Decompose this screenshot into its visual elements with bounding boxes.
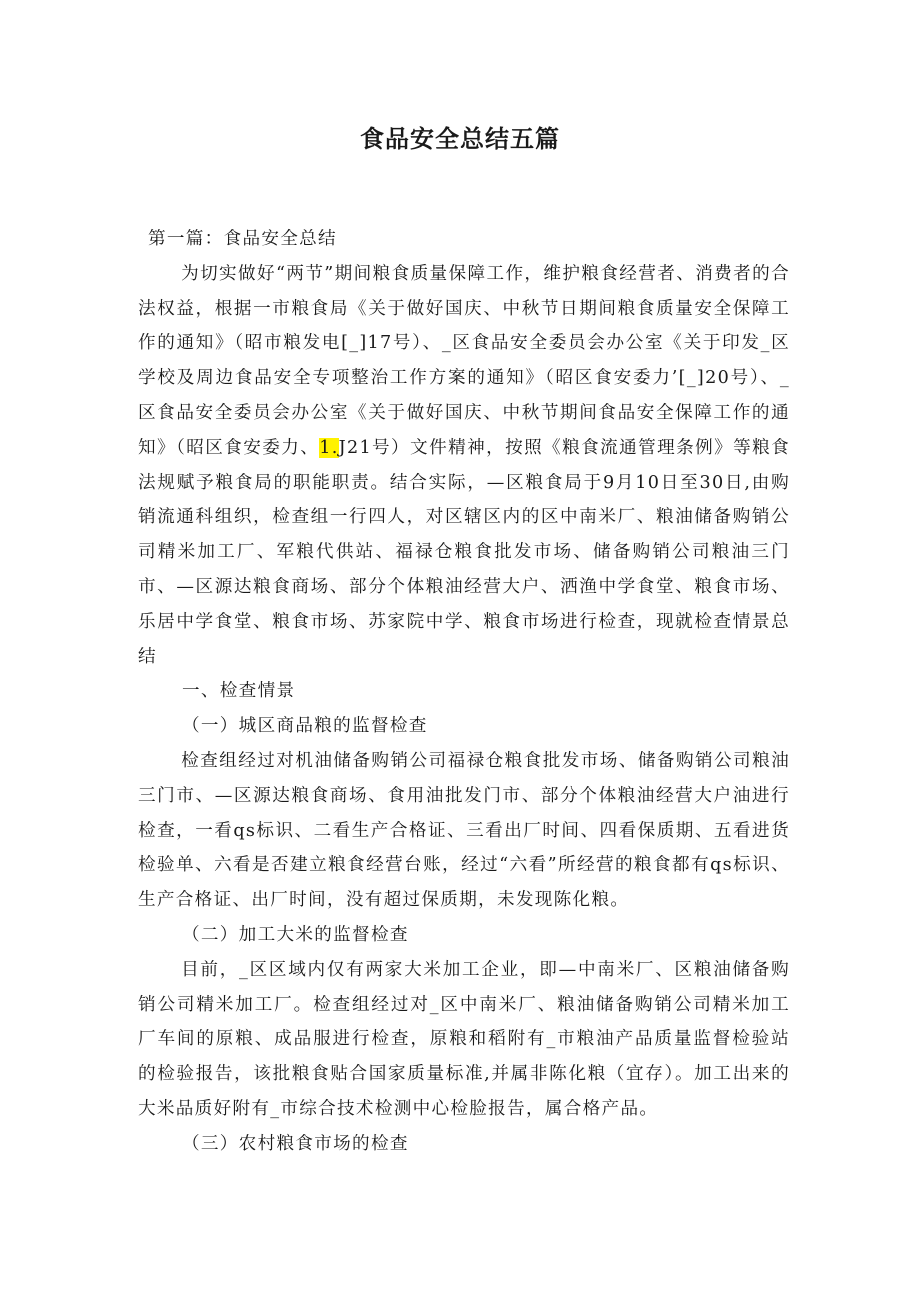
subheading-1: （一）城区商品粮的监督检查 bbox=[182, 716, 428, 737]
document-body bbox=[138, 222, 790, 1162]
paragraph-1-text-b: J21号）文件精神，按照《粮食流通管理条例》等粮食法规赋予粮食局的职能职责。结合实际，—区粮食局于9月10日至30日,由购销流通科组织，检查组一行四人，对区辖区内的区中南米厂、粮油储备购销公司精米加工厂、军粮代供站、福禄仓粮食批发市场、储备购销公司粮油三门市、—区源达粮食商场、部分个体粮油经营大户、洒渔中学食堂、粮食市场、乐居中学食堂、粮食市场、苏家院中学、粮食市场进行检查，现就检查情景总结 bbox=[138, 437, 790, 667]
paragraph-2: 检查组经过对机油储备购销公司福禄仓粮食批发市场、储备购销公司粮油三门市、—区源达粮食商场、食用油批发门市、部分个体粮油经营大户油进行检查，一看qs标识、二看生产合格证、三看出厂时间、四看保质期、五看进货检验单、六看是否建立粮食经营台账，经过“六看”所经营的粮食都有qs标识、生产合格证、出厂时间，没有超过保质期，未发现陈化粮。 bbox=[138, 750, 790, 911]
paragraph-1 bbox=[138, 257, 790, 675]
heading-inspection: 一、检查情景 bbox=[182, 681, 296, 702]
paragraph-3: 目前，_区区域内仅有两家大米加工企业，即—中南米厂、区粮油储备购销公司精米加工厂。检查组经过对_区中南米厂、粮油储备购销公司精米加工厂车间的原粮、成品服进行检查，原粮和稻附有_市粮油产品质量监督检验站的检验报告，该批粮食贴合国家质量标准,并属非陈化粮（宜存）。加工出来的大米品质好附有_市综合技术检测中心检脸报告，属合格产品。 bbox=[138, 959, 790, 1119]
highlighted-text: 1. bbox=[319, 437, 339, 458]
paragraph-1-text-a: 为切实做好“两节”期间粮食质量保障工作，维护粮食经营者、消费者的合法权益，根据一市粮食局《关于做好国庆、中秋节日期间粮食质量安全保障工作的通知》（昭市粮发电[_]17号）、_区食品安全委员会办公室《关于印发_区学校及周边食品安全专项整治工作方案的通知》（昭区食安委力’[_]20号）、_区食品安全委员会办公室《关于做好国庆、中秋节期间食品安全保障工作的通知》（昭区食安委力、 bbox=[138, 263, 790, 458]
section-heading: 第一篇：食品安全总结 bbox=[148, 229, 337, 249]
document-title: 食品安全总结五篇 bbox=[360, 125, 560, 153]
subheading-2: （二）加工大米的监督检查 bbox=[182, 924, 409, 945]
subheading-3: （三）农村粮食市场的检查 bbox=[182, 1133, 409, 1154]
